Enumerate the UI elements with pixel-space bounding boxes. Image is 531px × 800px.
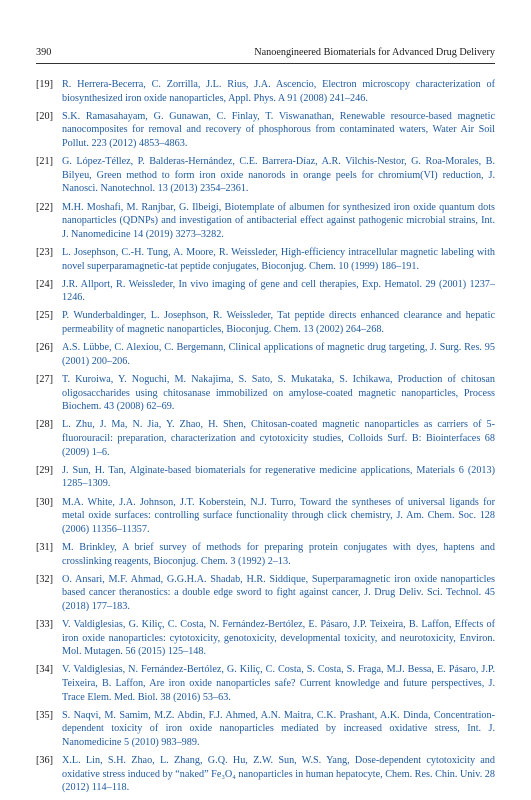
reference-link[interactable]: V. Valdiglesias, G. Kiliç, C. Costa, N. Fernández-Bertólez, E. Pásaro, J.P. Teixeira, B. Laffon, Effects of iron oxide nanoparticles: cytotoxicity, genotoxicity, developmental toxicity, and neurotoxicity, Environ. Mol. Mutagen. 56 (2015) 125–148. [62,619,495,658]
reference-number: [30] [36,496,53,508]
reference-link[interactable]: J. Sun, H. Tan, Alginate-based biomaterials for regenerative medicine applications, Materials 6 (2013) 1285–1309. [62,464,495,490]
reference-number: [23] [36,246,53,258]
page-number: 390 [36,47,52,58]
reference-number: [32] [36,573,53,585]
reference-link[interactable]: R. Herrera-Becerra, C. Zorrilla, J.L. Rius, J.A. Ascencio, Electron microscopy characterization of biosynthesized iron oxide nanoparticles, Appl. Phys. A 91 (2008) 241–246. [62,79,495,104]
reference-item [36,541,495,568]
reference-number: [26] [36,342,53,354]
reference-number: [22] [36,201,53,213]
reference-number: [21] [36,156,53,168]
reference-link[interactable]: O. Ansari, M.F. Ahmad, G.G.H.A. Shadab, H.R. Siddique, Superparamagnetic iron oxide nanoparticles based cancer theranostics: a double edge sword to fight against cancer, J. Drug Deliv. Sci. Technol. 45 (2018) 177–183. [62,573,495,612]
reference-link[interactable]: T. Kuroiwa, Y. Noguchi, M. Nakajima, S. Sato, S. Mukataka, S. Ichikawa, Production of chitosan oligosaccharides using chitosanase immobilized on amylose-coated magnetic nanoparticles, Process Biochem. 43 (2008) 62–69. [62,374,495,413]
reference-number: [28] [36,419,53,431]
reference-number: [24] [36,278,53,290]
reference-item [36,618,495,659]
reference-link[interactable]: P. Wunderbaldinger, L. Josephson, R. Weissleder, Tat peptide directs enhanced clearance and hepatic permeability of magnetic nanoparticles, Bioconjug. Chem. 13 (2002) 264–268. [62,310,495,336]
reference-number: [19] [36,79,53,90]
reference-item [36,110,495,151]
reference-link[interactable]: A.S. Lübbe, C. Alexiou, C. Bergemann, Clinical applications of magnetic drug targeting, J. Surg. Res. 95 (2001) 200–206. [62,342,495,367]
reference-number: [29] [36,464,53,476]
reference-link[interactable]: M.H. Moshafi, M. Ranjbar, G. Ilbeigi, Biotemplate of albumen for synthesized iron oxide quantum dots nanoparticles (QDNPs) and investigation of antibacterial effect against pathogenic microbial strains, Int. J. Nanomedicine 14 (2019) 3273–3282. [62,201,495,240]
reference-link[interactable]: S. Naqvi, M. Samim, M.Z. Abdin, F.J. Ahmed, A.N. Maitra, C.K. Prashant, A.K. Dinda, Concentration-dependent toxicity of iron oxide nanoparticles mediated by increased oxidative stress, Int. J. Nanomedicine 5 (2010) 983–989. [62,709,495,749]
page-header [36,46,495,60]
reference-item [36,78,495,105]
reference-item [36,754,495,795]
reference-link[interactable]: X.L. Lin, S.H. Zhao, L. Zhang, G.Q. Hu, Z.W. Sun, W.S. Yang, Dose-dependent cytotoxicity and oxidative stress induced by “naked” Fe₃O₄ nanoparticles in human hepatocyte, Chem. Res. Chin. Univ. 28 (2012) 114–118. [62,755,495,794]
reference-item [36,709,495,750]
reference-list [36,78,495,800]
reference-item [36,341,495,368]
reference-number: [33] [36,619,53,631]
reference-number: [36] [36,755,53,767]
reference-item [36,496,495,537]
reference-item [36,155,495,196]
reference-link[interactable]: L. Josephson, C.-H. Tung, A. Moore, R. Weissleder, High-efficiency intracellular magnetic labeling with novel superparamagnetic-tat peptide conjugates, Bioconjug. Chem. 10 (1999) 186–191. [62,246,495,272]
reference-item [36,309,495,336]
reference-item [36,201,495,242]
reference-item [36,663,495,704]
reference-link[interactable]: J.R. Allport, R. Weissleder, In vivo imaging of gene and cell therapies, Exp. Hematol. 29 (2001) 1237–1246. [62,278,495,304]
reference-item [36,418,495,459]
reference-number: [35] [36,709,53,721]
reference-item [36,573,495,614]
reference-item [36,278,495,305]
reference-item [36,246,495,273]
reference-number: [34] [36,664,53,676]
reference-link[interactable]: M. Brinkley, A brief survey of methods for preparing protein conjugates with dyes, haptens and crosslinking reagents, Bioconjug. Chem. 3 (1992) 2–13. [62,541,495,567]
reference-link[interactable]: V. Valdiglesias, N. Fernández-Bertólez, G. Kiliç, C. Costa, S. Costa, S. Fraga, M.J. Bessa, E. Pásaro, J.P. Teixeira, B. Laffon, Are iron oxide nanoparticles safe? Current knowledge and future perspectives, J. Trace Elem. Med. Biol. 38 (2016) 53–63. [62,664,495,703]
running-title: Nanoengineered Biomaterials for Advanced Drug Delivery [254,47,495,58]
reference-item [36,373,495,414]
reference-link[interactable]: M.A. White, J.A. Johnson, J.T. Koberstein, N.J. Turro, Toward the syntheses of universal ligands for metal oxide surfaces: controlling surface functionality through click chemistry, J. Am. Chem. Soc. 128 (2006) 11356–11357. [62,496,495,535]
reference-number: [27] [36,374,53,386]
header-divider [36,63,495,64]
reference-link[interactable]: L. Zhu, J. Ma, N. Jia, Y. Zhao, H. Shen, Chitosan-coated magnetic nanoparticles as carriers of 5-fluorouracil: preparation, characterization and cytotoxicity studies, Colloids Surf. B: Biointerfaces 68 (2009) 1–6. [62,419,495,458]
reference-link[interactable]: G. López-Téllez, P. Balderas-Hernández, C.E. Barrera-Díaz, A.R. Vilchis-Nestor, G. Roa-Morales, B. Bilyeu, Green method to form iron oxide nanorods in orange peels for chromium(VI) reduction, J. Nanosci. Nanotechnol. 13 (2013) 2354–2361. [62,156,495,195]
reference-number: [25] [36,310,53,322]
reference-item [36,464,495,491]
reference-number: [20] [36,110,53,122]
reference-number: [31] [36,541,53,553]
reference-link[interactable]: S.K. Ramasahayam, G. Gunawan, C. Finlay, T. Viswanathan, Renewable resource-based magnetic nanocomposites for removal and recovery of phosphorous from contaminated waters, Water Air Soil Pollut. 223 (2012) 4853–4863. [62,110,495,149]
